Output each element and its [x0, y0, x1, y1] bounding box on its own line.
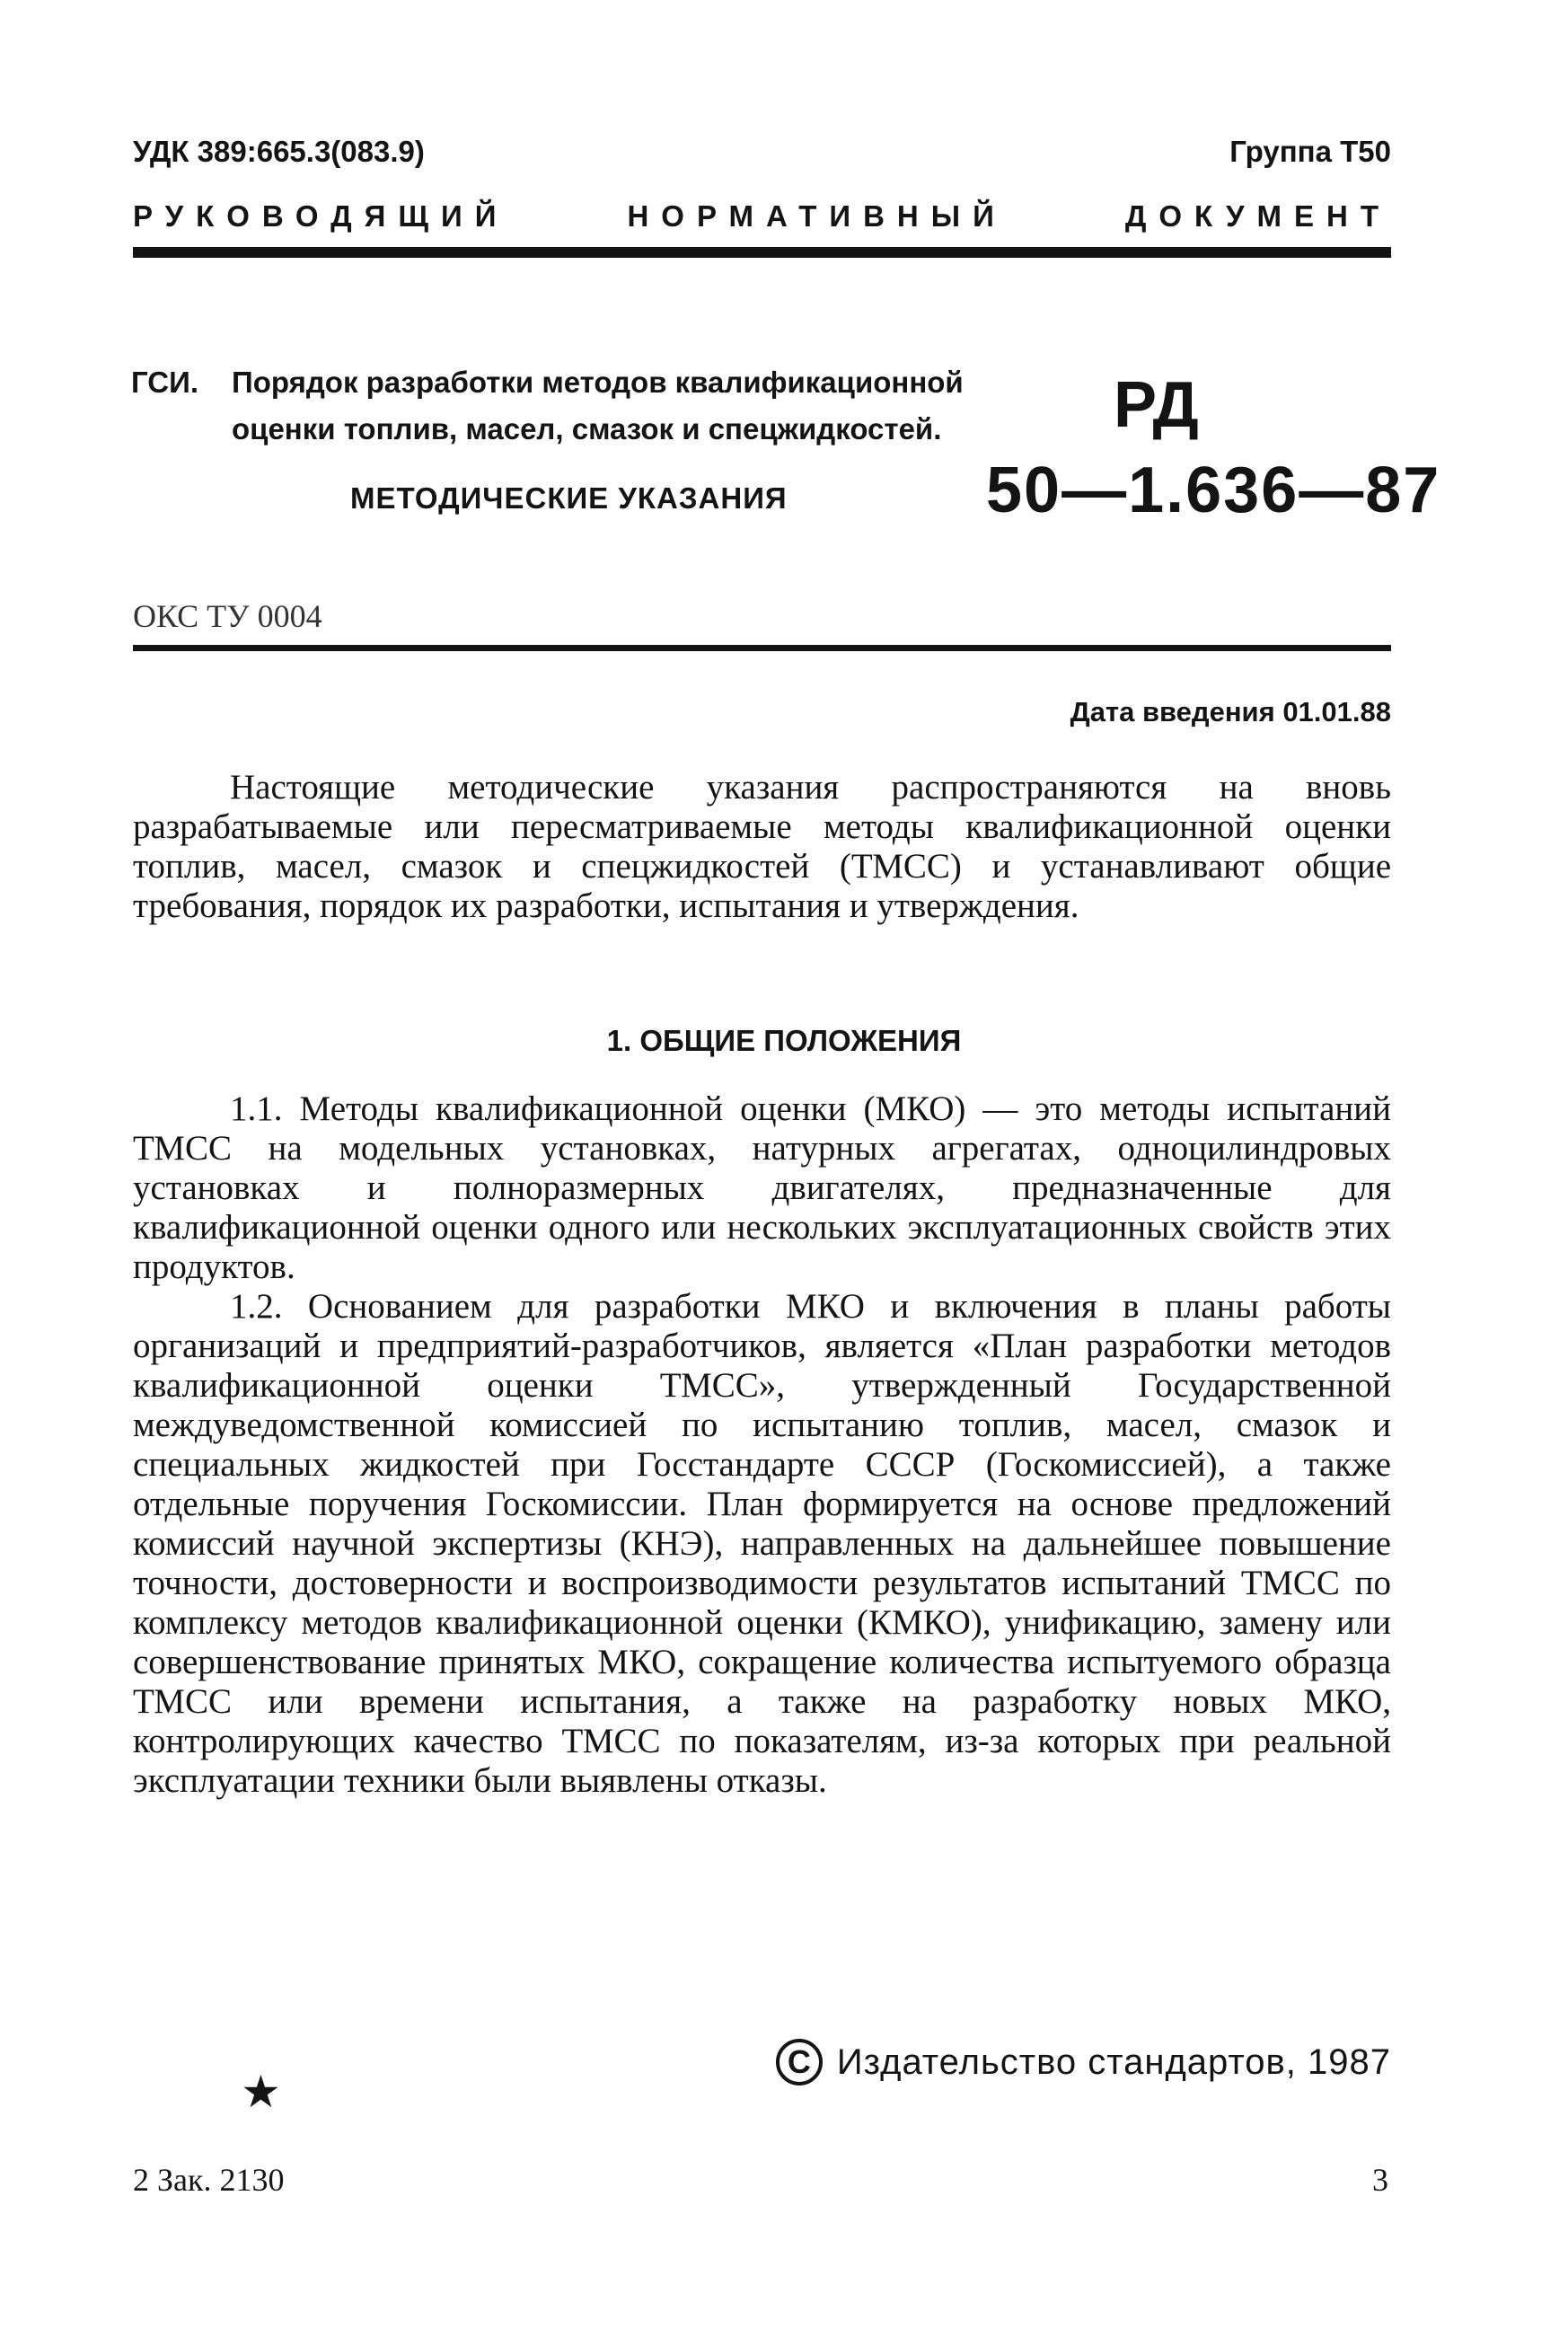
udk-code: УДК 389:665.3(083.9): [133, 135, 425, 168]
copyright-text: Издательство стандартов, 1987: [836, 2041, 1391, 2082]
page-number: 3: [1372, 2162, 1388, 2198]
doc-type-word-1: РУКОВОДЯЩИЙ: [133, 199, 509, 233]
doc-code-prefix: РД: [1114, 369, 1199, 441]
clause-1-2: 1.2. Основанием для разработки МКО и включения в планы работы организаций и предприятий-разработчиков, является «План разработки методов квалификационной оценки ТМСС», утвержденный Государственной междуведомственной комиссией по испытанию топлив, масел, смазок и специальных жидкостей при Госстандарте СССР (Госкомиссией), а также отдельные поручения Госкомиссии. План формируется на основе предложений комиссий научной экспертизы (КНЭ), направленных на дальнейшее повышение точности, достоверности и воспроизводимости результатов испытаний ТМСС по комплексу методов квалификационной оценки (КМКО), унификацию, замену или совершенствование принятых МКО, сокращение количества испытуемого образца ТМСС или времени испытания, а также на разработку новых МКО, контролирующих качество ТМСС по показателям, из-за которых при реальной эксплуатации техники были выявлены отказы.: [133, 1287, 1391, 1800]
title-line-2: оценки топлив, масел, смазок и спецжидкостей.: [232, 412, 942, 445]
doc-type-word-2: НОРМАТИВНЫЙ: [627, 199, 1007, 233]
group-code: Группа Т50: [1229, 135, 1391, 168]
order-number: 2 Зак. 2130: [133, 2162, 285, 2198]
copyright-notice: [776, 2039, 1391, 2086]
document-title: [131, 359, 964, 453]
header-rule: [133, 247, 1391, 258]
introduction-date: Дата введения 01.01.88: [1070, 696, 1391, 728]
section-body: [133, 1089, 1391, 1801]
star-icon: ★: [241, 2067, 281, 2117]
copyright-icon: C: [776, 2039, 823, 2086]
title-prefix: ГСИ.: [131, 366, 198, 399]
title-rule: [133, 645, 1391, 651]
section-heading: 1. ОБЩИЕ ПОЛОЖЕНИЯ: [606, 1024, 962, 1057]
title-line-1: Порядок разработки методов квалификационной: [232, 366, 964, 399]
oks-code: ОКС ТУ 0004: [133, 598, 322, 634]
document-type-banner: [133, 199, 1391, 234]
doc-code-number: 50—1.636—87: [986, 454, 1441, 526]
intro-text: Настоящие методические указания распространяются на вновь разрабатываемые или пересматриваемые методы квалификационной оценки топлив, масел, смазок и спецжидкостей (ТМСС) и устанавливают общие требования, порядок их разработки, испытания и утверждения.: [133, 768, 1391, 925]
document-subtitle: МЕТОДИЧЕСКИЕ УКАЗАНИЯ: [350, 481, 788, 515]
clause-1-1: 1.1. Методы квалификационной оценки (МКО) — это методы испытаний ТМСС на модельных установках, натурных агрегатах, одноцилиндровых установках и полноразмерных двигателях, предназначенные для квалификационной оценки одного или нескольких эксплуатационных свойств этих продуктов.: [133, 1089, 1391, 1286]
doc-type-word-3: ДОКУМЕНТ: [1124, 199, 1391, 233]
intro-paragraph: [133, 768, 1391, 926]
